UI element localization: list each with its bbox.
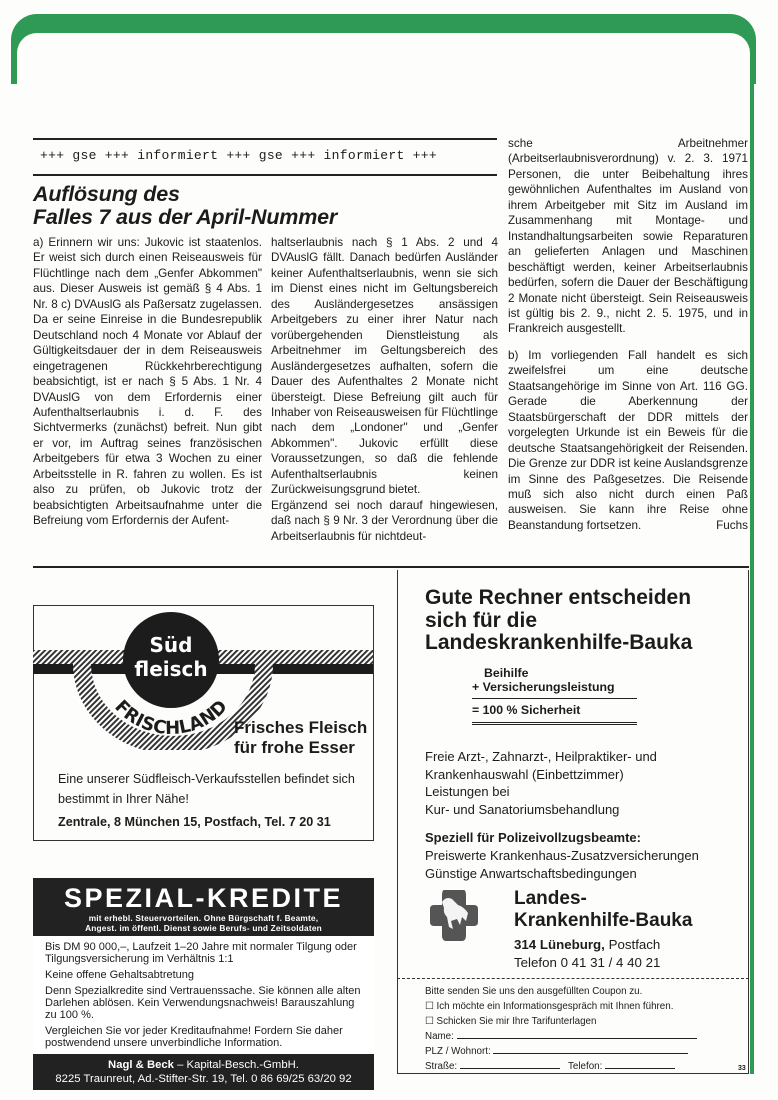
paragraph-a: a) Erinnern wir uns: Jukovic ist staatenlos. Er weist sich durch einen Reiseausweis für Flüchtlinge nach dem „Genfer Abkommen" aus. Dieser Ausweis ist gemäß § 4 Abs. 1 Nr. 8 c) DVAuslG als Paßersatz zugelassen. Da er seine Einreise in die Bundesrepublik Deutschland noch 4 Monate vor Ablauf der Gültigkeitsdauer der in dem Reiseausweis eingetragenen Rückkehrberechtigung beabsichtigt, ist er nach § 5 Abs. 1 Nr. 4 DVAuslG von dem Erfordernis einer Aufenthaltserlaubnis i. d. F. des Sichtvermerks (zunächst) befreit. Nun gibt er vor, im Auftrag seines französischen Arbeitgebers für etwa 3 Wochen zu einer Arbeitsstelle in R. fahren zu wollen. Es ist also zu prüfen, ob Jukovic trotz der beabsichtigten Arbeitsaufnahme unter die Befreiung vom Erfordernis der Aufent- <box>33 236 262 528</box>
headline <box>33 183 337 229</box>
kredite-body <box>33 936 374 1054</box>
checkbox-icon[interactable]: ☐ <box>425 1016 434 1027</box>
coupon-cut-line <box>397 978 749 979</box>
kredite-paragraph: Keine offene Gehaltsabtretung <box>45 969 195 981</box>
field-label: PLZ / Wohnort: <box>425 1046 491 1057</box>
company-type: – Kapital-Besch.-GmbH. <box>173 1059 299 1071</box>
headline-line: Falles 7 aus der April-Nummer <box>33 205 338 229</box>
benefit-line: Leistungen bei <box>425 784 510 799</box>
field-label: Telefon: <box>568 1061 603 1072</box>
article-column-1 <box>33 235 262 529</box>
field-label: Name: <box>425 1031 454 1042</box>
bauka-special-title: Speziell für Polizeivollzugsbeamte: <box>425 830 641 845</box>
phone: Telefon 0 41 31 / 4 40 21 <box>514 955 661 970</box>
article-column-3 <box>508 136 748 533</box>
coupon-name-field[interactable] <box>425 1029 735 1044</box>
paragraph-b <box>508 348 748 533</box>
bauka-ad <box>397 570 749 1074</box>
field-label: Straße: <box>425 1061 458 1072</box>
bauka-address <box>514 936 660 972</box>
option-label: Schicken Sie mir Ihre Tarifunterlagen <box>436 1016 597 1027</box>
author: Fuchs <box>716 518 748 532</box>
suedfleisch-body: Eine unserer Südfleisch-Verkaufsstellen befindet sich bestimmt in Ihrer Nähe! <box>58 772 355 806</box>
kredite-subtitle <box>33 913 374 936</box>
frame-inner <box>17 33 750 93</box>
coupon-option-1[interactable] <box>425 999 735 1014</box>
suedfleisch-ad <box>33 605 374 841</box>
paragraph-b-text: b) Im vorliegenden Fall handelt es sich zweifelsfrei um eine deutsche Staatsangehörige im Sinne von Art. 116 GG. Gerade die Aberkennung der Staatsbürgerschaft der DDR mittels der vorgelegten Urkunde ist ein Beweis für die deutsche Staatsangehörigkeit der Reisenden. Die Grenze zur DDR ist keine Auslandsgrenze im Sinne des Paßgesetzes. Die Reisende muß sich also nicht durch einen Paß ausweisen. Sie kann ihre Reise ohne Beanstandung fortsetzen. <box>508 348 748 532</box>
equation-result: = 100 % Sicherheit <box>472 698 637 725</box>
headline-line: Auflösung des <box>33 182 180 206</box>
paragraph: Ergänzend sei noch darauf hingewiesen, daß nach § 9 Nr. 3 der Verordnung über die Arbeitserlaubnis für nichtdeut- <box>271 498 498 543</box>
banner: +++ gse +++ informiert +++ gse +++ informiert +++ <box>40 148 437 163</box>
subtitle-line: Angest. im öffentl. Dienst sowie Berufs- und Zeitsoldaten <box>85 923 322 933</box>
banner-rule-top <box>33 138 497 140</box>
kredite-paragraph: Bis DM 90 000,–, Laufzeit 1–20 Jahre mit normaler Tilgung oder Tilgungsversicherung im Verhältnis 1:1 <box>45 941 357 965</box>
section-divider <box>33 566 749 568</box>
suedfleisch-address: Zentrale, 8 München 15, Postfach, Tel. 7 20 31 <box>58 815 331 829</box>
benefit-line: Freie Arzt-, Zahnarzt-, Heilpraktiker- und <box>425 749 657 764</box>
org-line: Landes- <box>514 888 587 909</box>
company-name: Nagl & Beck <box>108 1059 174 1071</box>
bauka-special <box>425 847 699 882</box>
slogan-line: Frisches Fleisch <box>234 718 368 737</box>
paragraph: sche Arbeitnehmer (Arbeitserlaubnisverordnung) v. 2. 3. 1971 Personen, die unter Beibehaltung ihres gewöhnlichen Aufenthaltes im Ausland von ihrem Arbeitgeber mit Sitz im Ausland im Zusammenhang mit Montage- und Instandhaltungsarbeiten sowie Reparaturen an gelieferten Anlagen und Maschinen beschäftigt werden, keiner Arbeitserlaubnis bedürfen, sofern die Dauer der Beschäftigung 2 Monate nicht übersteigt. Sein Reiseausweis ist gültig bis 2. 9., nicht 2. 5. 1975, und in Frankreich ausgestellt. <box>508 137 748 336</box>
option-label: Ich möchte ein Informationsgespräch mit Ihnen führen. <box>436 1001 674 1012</box>
org-line: Krankenhilfe-Bauka <box>514 910 693 931</box>
subtitle-line: mit erhebl. Steuervorteilen. Ohne Bürgschaft f. Beamte, <box>88 913 319 923</box>
kredite-title: SPEZIAL-KREDITE <box>63 883 343 913</box>
special-line: Günstige Anwartschaftsbedingungen <box>425 865 637 881</box>
special-line: Preiswerte Krankenhaus-Zusatzversicherungen <box>425 848 699 863</box>
logo-text-fleisch: fleisch <box>134 657 208 681</box>
coupon-street-field[interactable] <box>425 1059 735 1074</box>
city: 314 Lüneburg, <box>514 937 605 952</box>
kredite-paragraph: Vergleichen Sie vor jeder Kreditaufnahme! Fordern Sie daher postwendend unsere unverbindliche Information. <box>45 1025 343 1049</box>
equation-line: Beihilfe <box>484 666 529 680</box>
plz-line[interactable] <box>493 1044 688 1054</box>
article-column-2 <box>271 235 498 544</box>
banner-rule-bottom <box>33 174 497 176</box>
postfach: Postfach <box>604 937 661 952</box>
coupon-plz-field[interactable] <box>425 1044 735 1059</box>
bauka-headline <box>425 587 692 655</box>
coupon <box>425 984 735 1074</box>
kredite-ad <box>33 878 374 1090</box>
benefit-line: Krankenhauswahl (Einbettzimmer) <box>425 766 624 782</box>
coupon-option-2[interactable] <box>425 1014 735 1029</box>
page-number: 33 <box>738 1065 746 1072</box>
bauka-equation <box>472 666 637 725</box>
phone-line[interactable] <box>605 1059 675 1069</box>
benefit-line: Kur- und Sanatoriumsbehandlung <box>425 801 620 817</box>
headline-line: sich für die <box>425 608 538 632</box>
equation-line: + Versicherungsleistung <box>472 680 615 694</box>
street-line[interactable] <box>460 1059 560 1069</box>
company-address: 8225 Traunreut, Ad.-Stifter-Str. 19, Tel. 0 86 69/25 63/20 92 <box>55 1073 352 1085</box>
logo-text-frischland: FRISCHLAND <box>110 696 232 740</box>
horse-cross-logo-icon <box>428 888 480 943</box>
kredite-paragraph: Denn Spezialkredite sind Vertrauenssache. Sie können alle alten Darlehen ablösen. Kein Verwendungsnachweis! Barauszahlung zu 100 %. <box>45 985 361 1021</box>
headline-line: Landeskrankenhilfe-Bauka <box>425 631 693 654</box>
bauka-org <box>514 888 692 932</box>
coupon-intro: Bitte senden Sie uns den ausgefüllten Coupon zu. <box>425 986 643 997</box>
headline-line: Gute Rechner entscheiden <box>425 586 692 609</box>
suedfleisch-slogan <box>234 718 367 758</box>
checkbox-icon[interactable]: ☐ <box>425 1001 434 1012</box>
bauka-benefits <box>425 748 657 818</box>
slogan-line: für frohe Esser <box>234 738 355 757</box>
name-line[interactable] <box>457 1029 697 1039</box>
logo-text-sued: Süd <box>149 633 193 657</box>
green-frame-right <box>750 60 754 1074</box>
paragraph: haltserlaubnis nach § 1 Abs. 2 und 4 DVAuslG fällt. Danach bedürfen Ausländer keiner Aufenthaltserlaubnis, wenn sie sich im Dienst eines nicht im Geltungsbereich des Ausländergesetzes ansässigen Arbeitgebers zu einer ihrer Natur nach vorübergehenden Dienstleistung als Arbeitnehmer im Geltungsbereich des Ausländergesetzes aufhalten, sofern die Dauer des Aufenthaltes 2 Monate nicht übersteigt. Diese Befreiung gilt auch für Inhaber von Reiseausweisen für Flüchtlinge nach dem „Londoner" und „Genfer Abkommen". Jukovic erfüllt diese Voraussetzungen, so daß die fehlende Aufenthaltserlaubnis keinen Zurückweisungsgrund bietet. <box>271 236 498 497</box>
kredite-footer <box>33 1054 374 1090</box>
